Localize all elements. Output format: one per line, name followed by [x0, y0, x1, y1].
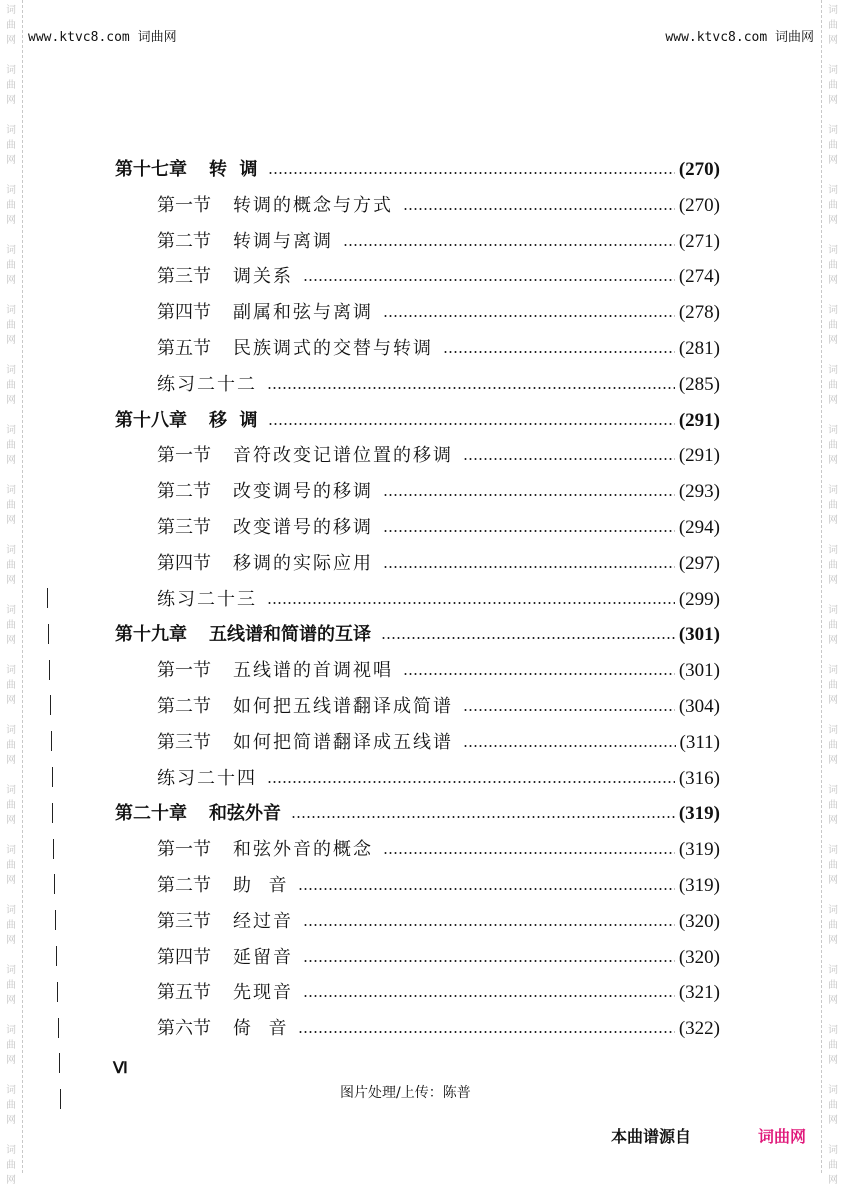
toc-page-number: (297)	[678, 553, 720, 574]
watermark-char: 网	[828, 755, 838, 766]
watermark-char: 曲	[828, 260, 838, 271]
toc-section-row[interactable]	[157, 729, 720, 757]
watermark-char: 曲	[6, 80, 16, 91]
toc-section-row[interactable]	[157, 335, 720, 363]
toc-title: 转 调	[209, 159, 258, 180]
watermark-char: 网	[6, 35, 16, 46]
watermark-char: 词	[6, 905, 16, 916]
toc-number: 第二节	[157, 481, 211, 502]
watermark-char: 词	[6, 65, 16, 76]
watermark-char: 曲	[6, 500, 16, 511]
toc-exercise-row[interactable]	[157, 371, 720, 399]
watermark-char: 网	[6, 155, 16, 166]
watermark-char: 网	[828, 155, 838, 166]
toc-leader-dots	[383, 315, 675, 317]
watermark-char: 词	[828, 65, 838, 76]
margin-tick	[53, 839, 54, 859]
toc-page-number: (293)	[678, 481, 720, 502]
watermark-char: 词	[6, 1145, 16, 1156]
toc-title: 倚 音	[233, 1018, 289, 1039]
watermark-char: 词	[6, 785, 16, 796]
watermark-char: 曲	[828, 440, 838, 451]
toc-leader-dots	[303, 960, 675, 962]
toc-page-number: (299)	[678, 589, 720, 610]
toc-leader-dots	[291, 816, 675, 818]
toc-section-row[interactable]	[157, 478, 720, 506]
watermark-char: 网	[6, 1175, 16, 1186]
toc-leader-dots	[268, 172, 675, 174]
toc-number: 第二十章	[115, 803, 187, 824]
toc-page-number: (285)	[678, 374, 720, 395]
watermark-char: 词	[828, 1085, 838, 1096]
watermark-char: 网	[828, 635, 838, 646]
toc-section-row[interactable]	[157, 979, 720, 1007]
watermark-char: 网	[6, 335, 16, 346]
toc-leader-dots	[443, 351, 675, 353]
watermark-char: 词	[6, 185, 16, 196]
watermark-char: 曲	[6, 1160, 16, 1171]
toc-section-row[interactable]	[157, 657, 720, 685]
toc-number: 第三节	[157, 911, 211, 932]
toc-section-row[interactable]	[157, 192, 720, 220]
toc-page-number: (270)	[678, 195, 720, 216]
toc-number: 第一节	[157, 445, 211, 466]
toc-number: 第四节	[157, 553, 211, 574]
watermark-char: 曲	[6, 260, 16, 271]
margin-tick	[51, 731, 52, 751]
watermark-char: 曲	[6, 680, 16, 691]
brand-name[interactable]: 词曲网	[758, 1127, 807, 1146]
toc-number: 第三节	[157, 732, 211, 753]
header-site-left[interactable]: www.ktvc8.com 词曲网	[28, 30, 177, 45]
watermark-char: 网	[828, 275, 838, 286]
watermark-char: 曲	[6, 920, 16, 931]
watermark-char: 曲	[828, 860, 838, 871]
watermark-char: 曲	[6, 1100, 16, 1111]
watermark-char: 网	[6, 1115, 16, 1126]
toc-title: 副属和弦与离调	[233, 302, 373, 323]
toc-title: 先现音	[233, 982, 293, 1003]
toc-title: 经过音	[233, 911, 293, 932]
watermark-char: 词	[6, 245, 16, 256]
watermark-char: 词	[6, 665, 16, 676]
toc-page-number: (291)	[678, 445, 720, 466]
toc-chapter-row[interactable]	[115, 621, 720, 649]
watermark-char: 词	[6, 365, 16, 376]
toc-leader-dots	[267, 602, 675, 604]
watermark-char: 曲	[6, 620, 16, 631]
margin-marks	[47, 588, 67, 1118]
watermark-char: 网	[828, 515, 838, 526]
watermark-char: 词	[6, 725, 16, 736]
watermark-char: 网	[6, 95, 16, 106]
watermark-char: 词	[6, 545, 16, 556]
watermark-char: 词	[828, 5, 838, 16]
toc-number: 第二节	[157, 875, 211, 896]
watermark-char: 网	[6, 995, 16, 1006]
margin-tick	[50, 695, 51, 715]
watermark-char: 网	[828, 695, 838, 706]
toc-section-row[interactable]	[157, 228, 720, 256]
watermark-char: 网	[6, 215, 16, 226]
left-watermark-strip	[0, 0, 23, 1186]
toc-title: 改变调号的移调	[233, 481, 373, 502]
toc-page-number: (322)	[678, 1018, 720, 1039]
margin-tick	[59, 1053, 60, 1073]
watermark-char: 网	[828, 1055, 838, 1066]
toc-page-number: (320)	[678, 911, 720, 932]
toc-number: 第四节	[157, 947, 211, 968]
toc-section-row[interactable]	[157, 550, 720, 578]
watermark-char: 词	[828, 245, 838, 256]
watermark-char: 词	[6, 485, 16, 496]
toc-section-row[interactable]	[157, 299, 720, 327]
toc-section-row[interactable]	[157, 693, 720, 721]
toc-page-number: (294)	[678, 517, 720, 538]
watermark-char: 网	[828, 1175, 838, 1186]
toc-title: 五线谱和简谱的互译	[209, 624, 371, 645]
watermark-char: 曲	[6, 860, 16, 871]
watermark-char: 词	[828, 125, 838, 136]
watermark-char: 网	[6, 755, 16, 766]
watermark-char: 曲	[828, 920, 838, 931]
watermark-char: 曲	[828, 680, 838, 691]
toc-page-number: (320)	[678, 947, 720, 968]
toc-title: 调关系	[233, 266, 293, 287]
watermark-char: 网	[828, 995, 838, 1006]
toc-title: 转调的概念与方式	[233, 195, 393, 216]
toc-leader-dots	[268, 423, 675, 425]
watermark-char: 曲	[6, 140, 16, 151]
toc-leader-dots	[381, 637, 675, 639]
toc-section-row[interactable]	[157, 872, 720, 900]
watermark-char: 网	[828, 95, 838, 106]
watermark-char: 曲	[828, 1160, 838, 1171]
watermark-char: 网	[6, 935, 16, 946]
toc-title: 和弦外音	[209, 803, 281, 824]
watermark-char: 词	[6, 605, 16, 616]
toc-section-row[interactable]	[157, 836, 720, 864]
margin-tick	[60, 1089, 61, 1109]
toc-page-number: (319)	[678, 875, 720, 896]
toc-exercise-row[interactable]	[157, 586, 720, 614]
watermark-char: 网	[6, 1055, 16, 1066]
watermark-char: 词	[828, 605, 838, 616]
toc-title: 五线谱的首调视唱	[233, 660, 393, 681]
page-number: Ⅵ	[113, 1060, 128, 1077]
watermark-char: 网	[828, 35, 838, 46]
watermark-char: 词	[828, 485, 838, 496]
toc-page-number: (321)	[678, 982, 720, 1003]
watermark-char: 曲	[6, 800, 16, 811]
toc-number: 练习二十二	[157, 374, 257, 395]
watermark-char: 网	[6, 695, 16, 706]
toc-title: 改变谱号的移调	[233, 517, 373, 538]
watermark-char: 曲	[828, 380, 838, 391]
margin-tick	[49, 660, 50, 680]
toc-page-number: (311)	[679, 732, 720, 753]
watermark-char: 曲	[828, 20, 838, 31]
toc-number: 第五节	[157, 338, 211, 359]
toc-leader-dots	[267, 781, 675, 783]
watermark-char: 曲	[828, 140, 838, 151]
toc-section-row[interactable]	[157, 514, 720, 542]
watermark-char: 词	[828, 905, 838, 916]
toc-page-number: (304)	[678, 696, 720, 717]
watermark-char: 网	[828, 455, 838, 466]
margin-tick	[58, 1018, 59, 1038]
right-watermark-strip	[821, 0, 844, 1186]
watermark-char: 曲	[828, 200, 838, 211]
toc-title: 延留音	[233, 947, 293, 968]
toc-number: 练习二十三	[157, 589, 257, 610]
watermark-char: 曲	[828, 980, 838, 991]
watermark-char: 网	[828, 215, 838, 226]
watermark-char: 曲	[6, 200, 16, 211]
watermark-char: 曲	[6, 380, 16, 391]
toc-page-number: (301)	[678, 660, 720, 681]
toc-title: 音符改变记谱位置的移调	[233, 445, 453, 466]
watermark-char: 曲	[828, 1040, 838, 1051]
toc-number: 第十七章	[115, 159, 187, 180]
margin-tick	[57, 982, 58, 1002]
toc-section-row[interactable]	[157, 1015, 720, 1043]
margin-tick	[56, 946, 57, 966]
margin-tick	[52, 803, 53, 823]
toc-page-number: (271)	[678, 231, 720, 252]
toc-page-number: (278)	[678, 302, 720, 323]
watermark-char: 词	[6, 1085, 16, 1096]
toc-number: 第六节	[157, 1018, 211, 1039]
toc-chapter-row[interactable]	[115, 407, 720, 435]
watermark-char: 网	[6, 275, 16, 286]
toc-title: 移 调	[209, 410, 258, 431]
toc-section-row[interactable]	[157, 263, 720, 291]
watermark-char: 曲	[828, 500, 838, 511]
upload-credit: 图片处理/上传：陈普	[340, 1085, 471, 1101]
watermark-char: 网	[6, 395, 16, 406]
toc-page-number: (270)	[678, 159, 720, 180]
margin-tick	[48, 624, 49, 644]
toc-title: 移调的实际应用	[233, 553, 373, 574]
watermark-char: 词	[6, 305, 16, 316]
toc-section-row[interactable]	[157, 908, 720, 936]
watermark-char: 词	[6, 965, 16, 976]
watermark-char: 网	[6, 875, 16, 886]
toc-number: 第一节	[157, 660, 211, 681]
toc-leader-dots	[303, 924, 675, 926]
toc-page-number: (274)	[678, 266, 720, 287]
toc-leader-dots	[403, 208, 675, 210]
watermark-char: 网	[828, 1115, 838, 1126]
watermark-char: 曲	[6, 440, 16, 451]
watermark-char: 词	[828, 785, 838, 796]
watermark-char: 曲	[828, 1100, 838, 1111]
watermark-char: 曲	[828, 560, 838, 571]
watermark-char: 曲	[6, 980, 16, 991]
watermark-char: 词	[6, 1025, 16, 1036]
watermark-char: 网	[828, 815, 838, 826]
watermark-char: 曲	[6, 1040, 16, 1051]
toc-page-number: (316)	[678, 768, 720, 789]
watermark-char: 曲	[828, 320, 838, 331]
watermark-char: 网	[828, 935, 838, 946]
toc-leader-dots	[303, 279, 675, 281]
watermark-char: 曲	[6, 740, 16, 751]
toc-title: 如何把简谱翻译成五线谱	[233, 732, 453, 753]
source-label: 本曲谱源自	[611, 1127, 692, 1146]
toc-number: 第三节	[157, 517, 211, 538]
toc-number: 第一节	[157, 195, 211, 216]
toc-number: 第二节	[157, 696, 211, 717]
toc-leader-dots	[463, 709, 675, 711]
toc-number: 第四节	[157, 302, 211, 323]
toc-leader-dots	[383, 530, 675, 532]
watermark-char: 曲	[6, 560, 16, 571]
toc-number: 第一节	[157, 839, 211, 860]
toc-leader-dots	[463, 458, 675, 460]
toc-page-number: (291)	[678, 410, 720, 431]
toc-leader-dots	[463, 745, 676, 747]
watermark-char: 词	[6, 845, 16, 856]
toc-title: 民族调式的交替与转调	[233, 338, 433, 359]
toc-leader-dots	[298, 1031, 674, 1033]
watermark-char: 网	[6, 455, 16, 466]
watermark-char: 词	[828, 545, 838, 556]
watermark-char: 词	[828, 425, 838, 436]
toc-section-row[interactable]	[157, 442, 720, 470]
toc-number: 练习二十四	[157, 768, 257, 789]
watermark-char: 曲	[828, 740, 838, 751]
watermark-char: 词	[828, 845, 838, 856]
toc-leader-dots	[343, 244, 675, 246]
watermark-char: 曲	[6, 320, 16, 331]
watermark-char: 网	[6, 575, 16, 586]
margin-tick	[47, 588, 48, 608]
toc-leader-dots	[403, 673, 675, 675]
watermark-char: 网	[828, 875, 838, 886]
toc-leader-dots	[298, 888, 674, 890]
toc-page-number: (319)	[678, 803, 720, 824]
toc-title: 转调与离调	[233, 231, 333, 252]
toc-number: 第二节	[157, 231, 211, 252]
watermark-char: 网	[828, 335, 838, 346]
watermark-char: 曲	[6, 20, 16, 31]
toc-leader-dots	[303, 995, 675, 997]
toc-page-number: (301)	[678, 624, 720, 645]
watermark-char: 网	[6, 515, 16, 526]
watermark-char: 曲	[828, 80, 838, 91]
header-site-right[interactable]: www.ktvc8.com 词曲网	[665, 30, 814, 45]
toc-title: 和弦外音的概念	[233, 839, 373, 860]
toc-page-number: (319)	[678, 839, 720, 860]
toc-leader-dots	[383, 566, 675, 568]
watermark-char: 网	[6, 815, 16, 826]
margin-tick	[54, 874, 55, 894]
toc-number: 第三节	[157, 266, 211, 287]
toc-leader-dots	[383, 852, 675, 854]
watermark-char: 网	[828, 575, 838, 586]
toc-number: 第五节	[157, 982, 211, 1003]
toc-title: 助 音	[233, 875, 289, 896]
toc-section-row[interactable]	[157, 944, 720, 972]
toc-leader-dots	[383, 494, 675, 496]
watermark-char: 词	[828, 725, 838, 736]
watermark-char: 词	[828, 365, 838, 376]
toc-title: 如何把五线谱翻译成简谱	[233, 696, 453, 717]
watermark-char: 词	[828, 1025, 838, 1036]
watermark-char: 网	[828, 395, 838, 406]
watermark-char: 词	[6, 5, 16, 16]
toc-chapter-row[interactable]	[115, 800, 720, 828]
toc-page-number: (281)	[678, 338, 720, 359]
watermark-char: 网	[6, 635, 16, 646]
watermark-char: 词	[828, 1145, 838, 1156]
watermark-char: 曲	[828, 800, 838, 811]
watermark-char: 词	[6, 125, 16, 136]
watermark-char: 词	[6, 425, 16, 436]
watermark-char: 词	[828, 665, 838, 676]
margin-tick	[52, 767, 53, 787]
toc-number: 第十八章	[115, 410, 187, 431]
toc-leader-dots	[267, 387, 675, 389]
margin-tick	[55, 910, 56, 930]
watermark-char: 词	[828, 185, 838, 196]
toc-number: 第十九章	[115, 624, 187, 645]
toc-exercise-row[interactable]	[157, 765, 720, 793]
watermark-char: 词	[828, 965, 838, 976]
watermark-char: 词	[828, 305, 838, 316]
watermark-char: 曲	[828, 620, 838, 631]
toc-chapter-row[interactable]	[115, 156, 720, 184]
